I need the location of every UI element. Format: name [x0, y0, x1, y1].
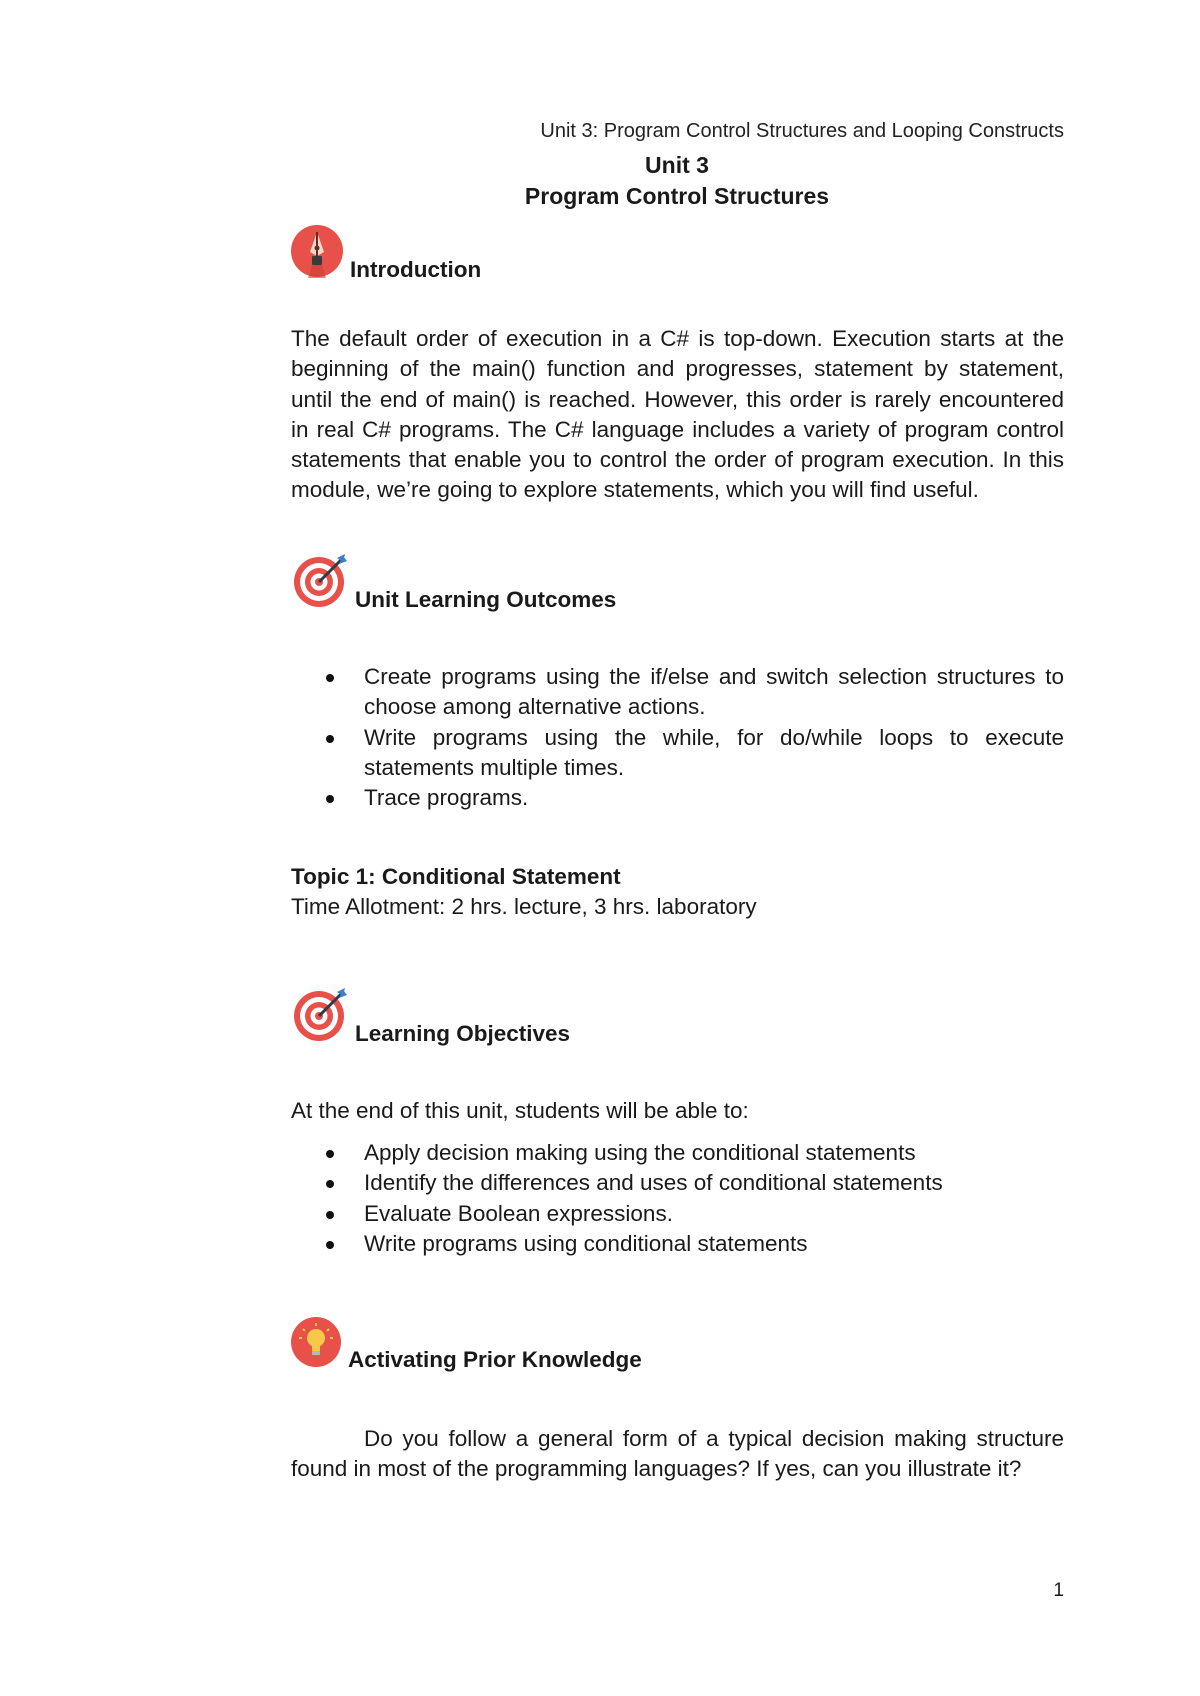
list-item [291, 1138, 1064, 1168]
list-item [291, 783, 1064, 813]
objectives-heading [293, 986, 570, 1047]
list-item-text: Create programs using the if/else and switch selection structures to choose among alternative actions. [364, 664, 1064, 720]
bullet-icon [326, 1241, 334, 1249]
list-item-text: Write programs using the while, for do/while loops to execute statements multiple times. [364, 724, 1064, 780]
target-icon [293, 986, 349, 1047]
outcomes-heading [293, 552, 616, 613]
page-number: 1 [1053, 1580, 1064, 1601]
list-item-text: Identify the differences and uses of conditional statements [364, 1170, 943, 1196]
list-item-text: Evaluate Boolean expressions. [364, 1200, 673, 1226]
unit-title: Unit 3 [645, 152, 709, 178]
prior-knowledge-heading-label: Activating Prior Knowledge [348, 1346, 642, 1372]
introduction-text: The default order of execution in a C# is top-down. Execution starts at the beginning of the main() function and progresses, statement by statement, until the end of main() is reached. However, this order is rarely encountered in real C# programs. The C# language includes a variety of program control statements that enable you to control the order of program execution. In this module, we’re going to explore statements, which you will find useful. [291, 326, 1064, 503]
bullet-icon [326, 1150, 334, 1158]
bullet-icon [326, 795, 334, 803]
running-header: Unit 3: Program Control Structures and Looping Constructs [540, 120, 1064, 142]
list-item [291, 662, 1064, 723]
objectives-list [291, 1138, 1064, 1259]
list-item [291, 723, 1064, 784]
list-item [291, 1168, 1064, 1198]
introduction-heading [290, 224, 481, 283]
list-item-text: Trace programs. [364, 785, 529, 811]
objectives-heading-label: Learning Objectives [355, 1020, 571, 1046]
list-item-text: Apply decision making using the conditional statements [364, 1140, 916, 1165]
bullet-icon [326, 674, 334, 682]
prior-knowledge-text: Do you follow a general form of a typical decision making structure found in most of the programming languages? If yes, can you illustrate it? [291, 1426, 1064, 1482]
lightbulb-icon [290, 1316, 342, 1373]
unit-subtitle: Program Control Structures [524, 183, 830, 209]
time-allotment: Time Allotment: 2 hrs. lecture, 3 hrs. laboratory [291, 894, 757, 919]
bullet-icon [326, 735, 334, 743]
pen-nib-icon [290, 224, 344, 283]
outcomes-list [291, 662, 1064, 813]
list-item [291, 1199, 1064, 1229]
bullet-icon [326, 1211, 334, 1219]
list-item [291, 1229, 1064, 1259]
bullet-icon [326, 1180, 334, 1188]
list-item-text: Write programs using conditional statements [364, 1230, 808, 1256]
topic-title: Topic 1: Conditional Statement [291, 864, 621, 889]
target-icon [293, 552, 349, 613]
objectives-intro: At the end of this unit, students will be able to: [291, 1098, 749, 1123]
prior-knowledge-heading [290, 1316, 642, 1373]
outcomes-heading-label: Unit Learning Outcomes [355, 586, 617, 612]
introduction-heading-label: Introduction [350, 256, 482, 282]
